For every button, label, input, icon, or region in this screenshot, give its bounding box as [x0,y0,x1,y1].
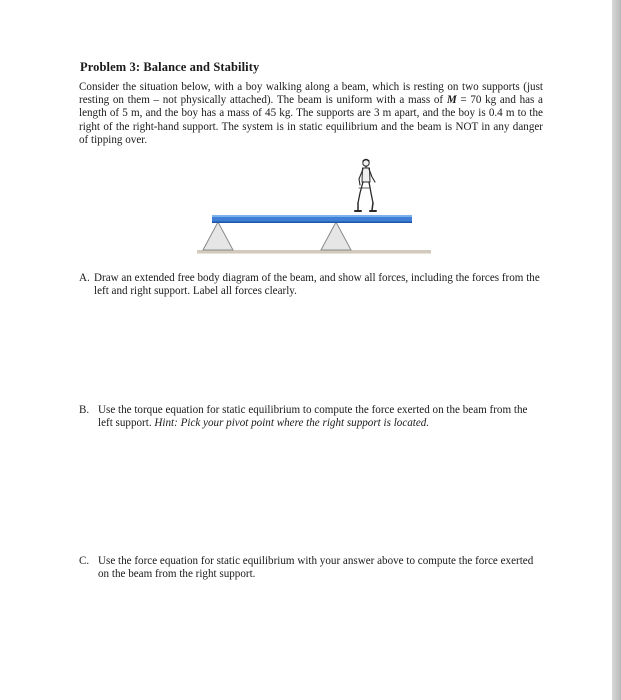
question-a-text: Draw an extended free body diagram of the beam, and show all forces, including the forces from the left and right support. Label all forces clearly. [94,272,540,298]
beam-diagram [195,152,435,267]
boy-figure [355,160,376,212]
intro-text-part2: = 70 kg and has a length of 5 m, and the boy has a mass of 45 kg. The supports are 3 m apart, and the boy is 0.4 m to the right of the right-hand support. The system is in static equilibrium and the beam is NOT in any danger of tipping over. [79,94,543,146]
problem-title: Problem 3: Balance and Stability [80,60,260,74]
problem-description [79,81,543,147]
page-edge-shadow [612,0,621,700]
question-c-letter: C. [79,555,90,567]
question-b-letter: B. [79,404,90,416]
right-support [321,222,351,250]
question-a-letter: A. [79,272,90,284]
question-b-text: Use the torque equation for static equilibrium to compute the force exerted on the beam from the left support. [98,404,528,430]
mass-symbol: M [446,94,457,107]
question-c-text: Use the force equation for static equilibrium with your answer above to compute the force exerted on the beam from the right support. [98,555,534,581]
left-support [203,222,233,250]
problem-section [79,60,543,147]
intro-text-part1: Consider the situation below, with a boy walking along a beam, which is resting on two supports (just resting on them – not physically attached). The beam is uniform with a mass of [79,81,543,107]
question-b-body [98,404,544,430]
question-b-hint: Hint: Pick your pivot point where the right support is located. [154,417,430,430]
